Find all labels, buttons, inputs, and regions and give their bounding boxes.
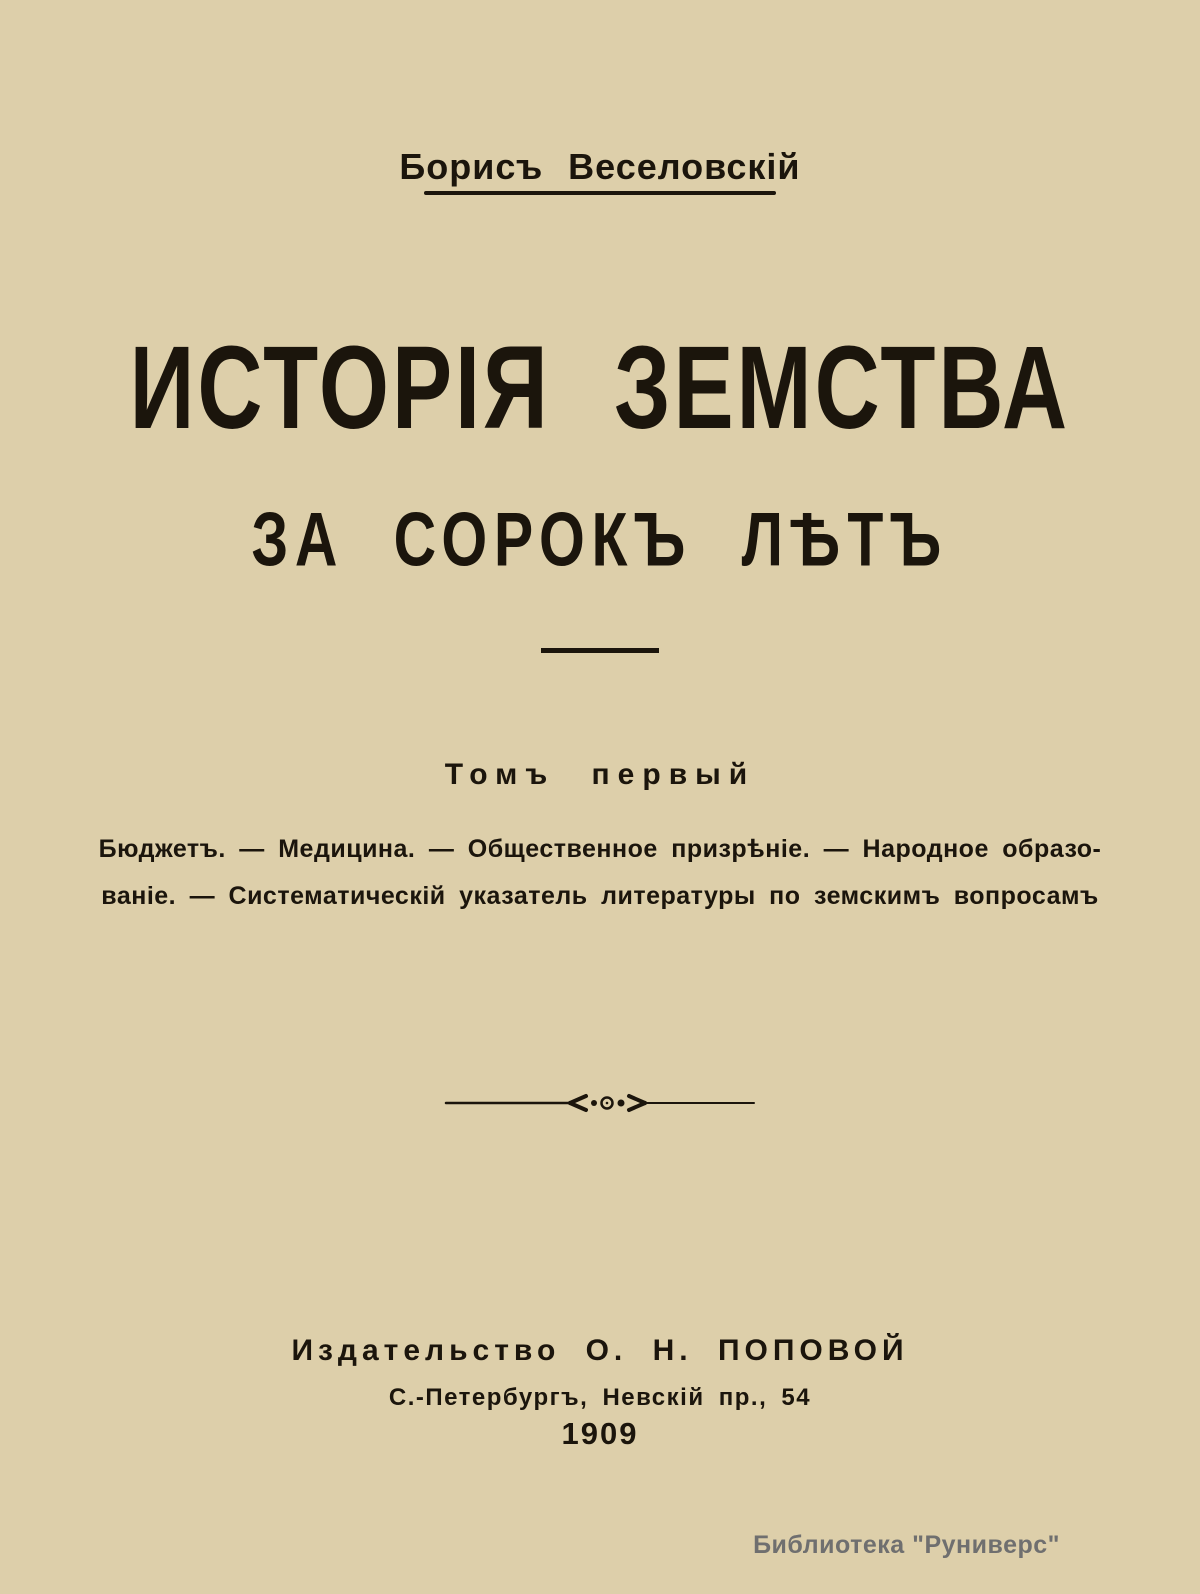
contents-description-line-1: Бюджетъ. — Медицина. — Общественное призрѣніе. — Народное образо- xyxy=(98,835,1102,863)
publisher-address: С.-Петербургъ, Невскій пр., 54 xyxy=(388,1384,812,1411)
ornament-divider xyxy=(444,1092,756,1114)
volume-label: Томъ первый xyxy=(444,758,756,791)
ornament-divider-icon xyxy=(444,1092,756,1114)
watermark-text: Библиотека "Руниверс" xyxy=(753,1531,1060,1559)
publication-year: 1909 xyxy=(561,1416,639,1451)
publisher-name: Издательство О. Н. ПОПОВОЙ xyxy=(291,1334,909,1367)
section-rule xyxy=(541,648,659,653)
book-subtitle-text: ЗА СОРОКЪ ЛѢТЪ xyxy=(251,498,949,583)
contents-description xyxy=(0,826,1200,920)
contents-description-line-2: ваніе. — Систематическій указатель литературы по земскимъ вопросамъ xyxy=(101,882,1099,910)
author-underline-rule xyxy=(424,191,776,195)
book-title xyxy=(0,322,1200,454)
author-name: Борисъ Веселовскій xyxy=(399,146,801,187)
book-subtitle xyxy=(0,497,1200,583)
book-title-text: ИСТОРІЯ ЗЕМСТВА xyxy=(129,323,1071,454)
